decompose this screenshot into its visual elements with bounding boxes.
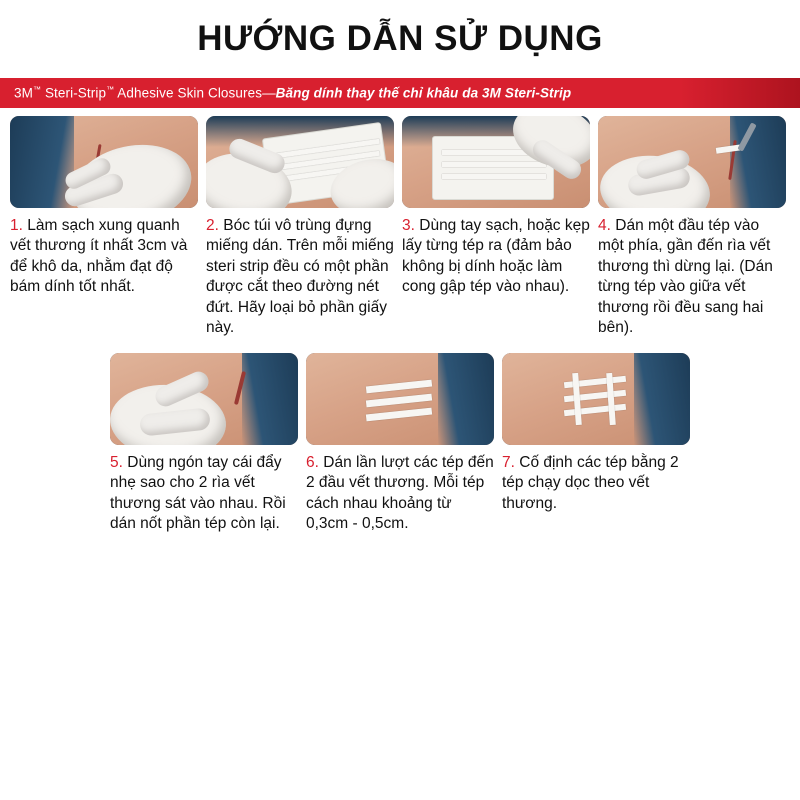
step-4-caption: [598, 216, 786, 339]
step-2-caption: [206, 216, 394, 339]
step-7-caption: [502, 453, 690, 514]
step-6-number: 6.: [306, 453, 319, 471]
brand-trademark-symbol: ™: [32, 85, 42, 95]
step-2-open-sterile-pouch-photo: [206, 116, 394, 208]
brand-banner: [0, 78, 800, 108]
step-item-5: [110, 353, 298, 535]
banner-separator: —: [262, 85, 276, 101]
step-3-text: Dùng tay sạch, hoặc kẹp lấy từng tép ra (đảm bảo không bị dính hoặc làm cong gập tép vào nhau).: [402, 217, 590, 296]
brand-banner-text: [14, 85, 571, 101]
step-2-text: Bóc túi vô trùng đựng miếng dán. Trên mỗi miếng steri strip đều có một phần được cắt theo đường nét đứt. Hãy loại bỏ phần giấy này.: [206, 217, 394, 337]
step-3-number: 3.: [402, 217, 415, 234]
step-5-number: 5.: [110, 453, 123, 471]
step-6-caption: [306, 453, 494, 535]
banner-vietnamese-text: Băng dính thay thế chỉ khâu da 3M Steri-Strip: [275, 85, 572, 101]
step-5-text: Dùng ngón tay cái đẩy nhẹ sao cho 2 rìa vết thương sát vào nhau. Rồi dán nốt phần tép còn lại.: [110, 453, 286, 533]
steps-row-bottom: [0, 353, 800, 535]
step-4-text: Dán một đầu tép vào một phía, gần đến rìa vết thương thì dừng lại. (Dán từng tép vào giữa vết thương rồi đều sang hai bên).: [598, 217, 773, 337]
step-item-6: [306, 353, 494, 535]
step-1-number: 1.: [10, 217, 23, 234]
step-7-number: 7.: [502, 453, 515, 471]
step-6-text: Dán lần lượt các tép đến 2 đầu vết thương. Mỗi tép cách nhau khoảng từ 0,3cm - 0,5cm.: [306, 453, 494, 533]
step-4-number: 4.: [598, 217, 611, 234]
step-item-4: [598, 116, 786, 339]
step-3-remove-strip-photo: [402, 116, 590, 208]
product-trademark-symbol: ™: [106, 85, 115, 95]
step-2-number: 2.: [206, 217, 219, 234]
step-4-apply-first-end-photo: [598, 116, 786, 208]
page-title: HƯỚNG DẪN SỬ DỤNG: [197, 19, 603, 58]
brand-name: 3M: [14, 85, 33, 101]
step-item-3: [402, 116, 590, 339]
step-5-caption: [110, 453, 298, 535]
step-1-clean-wound-photo: [10, 116, 198, 208]
steps-row-top: [0, 116, 800, 339]
step-1-text: Làm sạch xung quanh vết thương ít nhất 3cm và để khô da, nhằm đạt độ bám dính tốt nhất.: [10, 217, 188, 296]
step-6-apply-remaining-strips-photo: [306, 353, 494, 445]
step-1-caption: [10, 216, 198, 298]
step-item-7: [502, 353, 690, 535]
step-5-press-wound-edges-photo: [110, 353, 298, 445]
step-7-secure-with-cross-strips-photo: [502, 353, 690, 445]
product-name: Steri-Strip: [44, 85, 107, 101]
step-7-text: Cố định các tép bằng 2 tép chạy dọc theo vết thương.: [502, 453, 679, 512]
banner-english-text: Adhesive Skin Closures: [117, 85, 263, 101]
page-title-bar: [0, 0, 800, 78]
step-3-caption: [402, 216, 590, 298]
step-item-2: [206, 116, 394, 339]
step-item-1: [10, 116, 198, 339]
